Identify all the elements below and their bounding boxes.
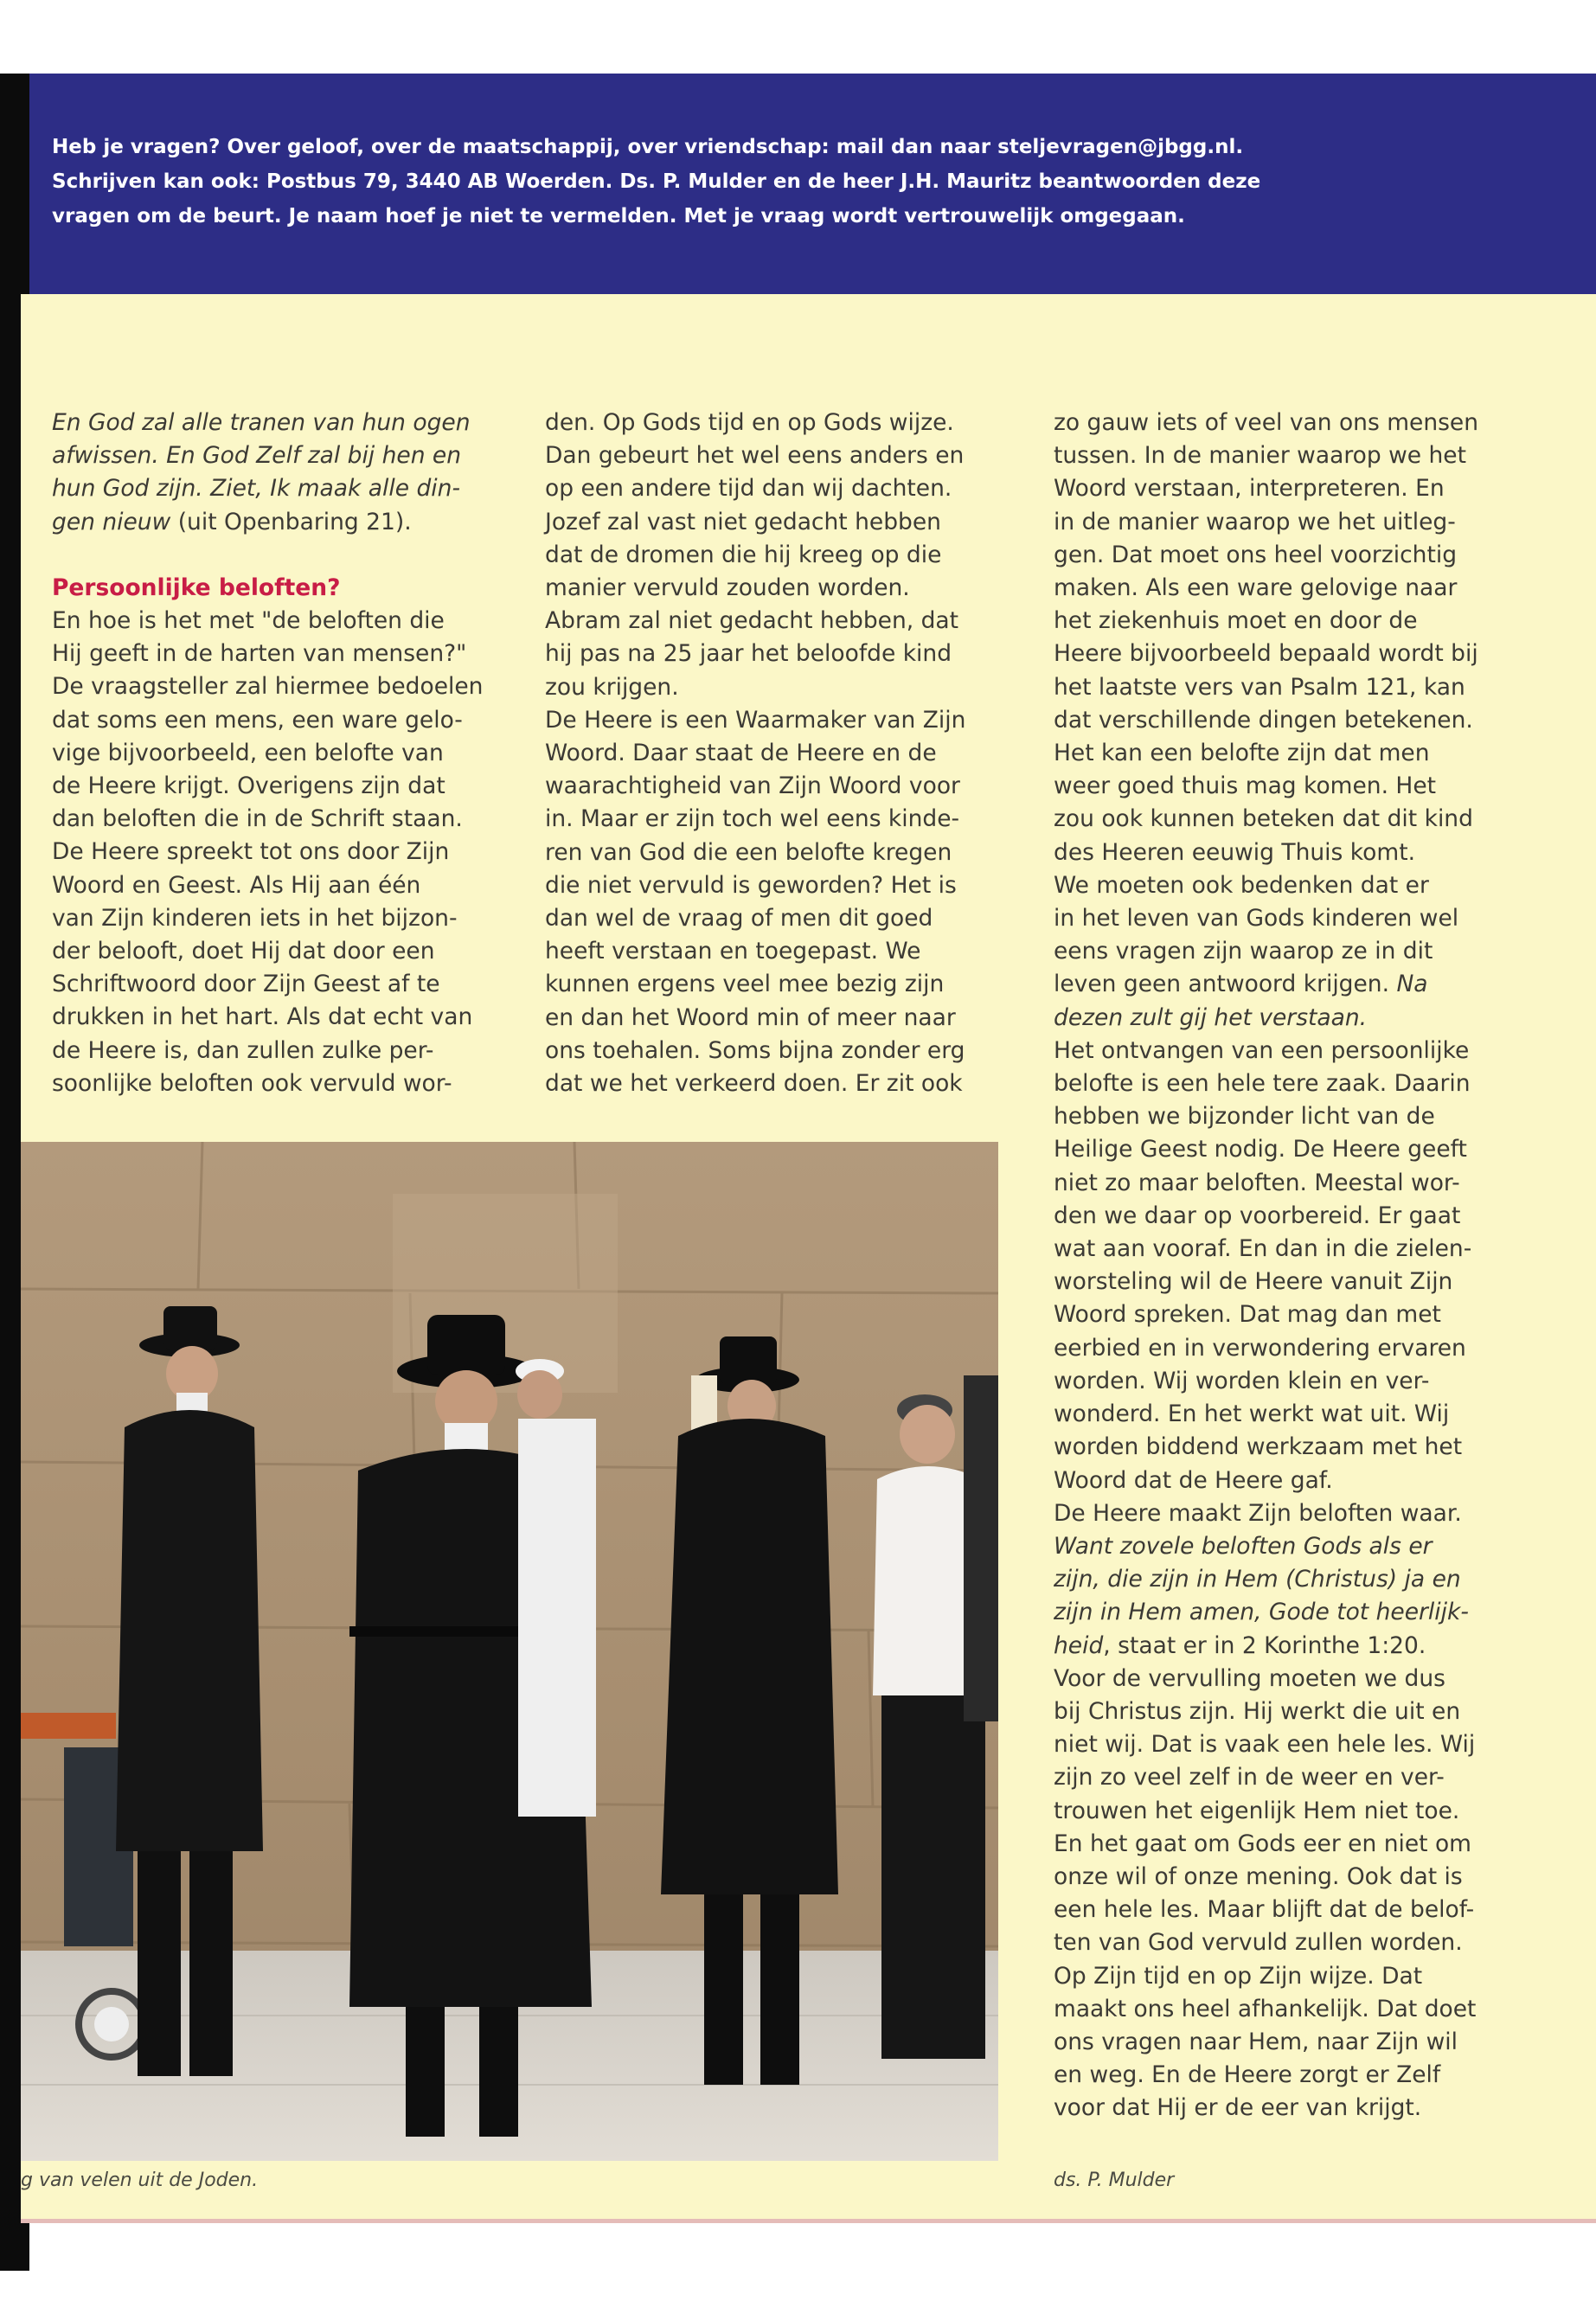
body-line: Woord spreken. Dat mag dan met — [1054, 1301, 1441, 1329]
body-line: dat verschillende dingen betekenen. — [1054, 706, 1473, 734]
body-line: bij Christus zijn. Hij werkt die uit en — [1054, 1697, 1461, 1725]
section-subheading: Persoonlijke beloften? — [52, 574, 341, 601]
body-line: en dan het Woord min of meer naar — [545, 1003, 956, 1031]
photo-caption: g van velen uit de Joden. — [21, 2170, 259, 2191]
man-kippah — [516, 1359, 596, 1817]
body-line: Woord verstaan, interpreteren. En — [1054, 475, 1445, 503]
body-line: Hij geeft in de harten van mensen?" — [52, 640, 467, 668]
western-wall-photo — [21, 1142, 998, 2161]
body-line: hebben we bijzonder licht van de — [1054, 1103, 1435, 1131]
body-line: De Heere maakt Zijn beloften waar. — [1054, 1499, 1462, 1527]
body-line: in het leven van Gods kinderen wel — [1054, 905, 1459, 933]
header-line: Heb je vragen? Over geloof, over de maatschappij, over vriendschap: mail dan naar steljevragen@jbgg.nl. — [52, 136, 1244, 158]
body-line: Woord. Daar staat de Heere en de — [545, 740, 937, 767]
body-line: worden biddend werkzaam met het — [1054, 1433, 1463, 1461]
body-line: op een andere tijd dan wij dachten. — [545, 475, 952, 503]
body-line: vige bijvoorbeeld, een belofte van — [52, 739, 444, 766]
body-text: , staat er in 2 Korinthe 1:20. — [1103, 1631, 1426, 1659]
body-line: die niet vervuld is geworden? Het is — [545, 871, 957, 899]
quote-line: dezen zult gij het verstaan. — [1054, 1003, 1368, 1031]
body-line: den. Op Gods tijd en op Gods wijze. — [545, 409, 954, 436]
quote-text: heid — [1054, 1631, 1104, 1659]
body-line: Jozef zal vast niet gedacht hebben — [545, 508, 941, 535]
body-line: dan wel de vraag of men dit goed — [545, 905, 933, 933]
body-line: drukken in het hart. Als dat echt van — [52, 1003, 473, 1031]
article-column-3 — [1054, 407, 1478, 2125]
body-line: hij pas na 25 jaar het beloofde kind — [545, 640, 952, 668]
quote-line: zijn in Hem amen, Gode tot heerlijk- — [1054, 1599, 1469, 1626]
body-line: dat we het verkeerd doen. Er zit ook — [545, 1070, 963, 1098]
body-line: De Heere spreekt tot ons door Zijn — [52, 838, 450, 866]
body-line: gen. Dat moet ons heel voorzichtig — [1054, 541, 1458, 568]
body-line: soonlijke beloften ook vervuld wor- — [52, 1069, 452, 1097]
bible-quote-line: En God zal alle tranen van hun ogen — [52, 409, 471, 436]
body-line: niet wij. Dat is vaak een hele les. Wij — [1054, 1731, 1476, 1759]
body-line: het ziekenhuis moet en door de — [1054, 607, 1418, 635]
body-line: manier vervuld zouden worden. — [545, 574, 910, 602]
body-line: zijn zo veel zelf in de weer en ver- — [1054, 1764, 1445, 1791]
body-line: Op Zijn tijd en op Zijn wijze. Dat — [1054, 1962, 1423, 1990]
body-line: Schriftwoord door Zijn Geest af te — [52, 971, 440, 998]
body-line: De Heere is een Waarmaker van Zijn — [545, 706, 966, 734]
body-line: Het ontvangen van een persoonlijke — [1054, 1036, 1470, 1064]
body-line: Woord en Geest. Als Hij aan één — [52, 871, 421, 899]
body-line: Heere bijvoorbeeld bepaald wordt bij — [1054, 640, 1478, 668]
photo-illustration — [21, 1142, 998, 2161]
body-line: der belooft, doet Hij dat door een — [52, 938, 435, 965]
body-line: in. Maar er zijn toch wel eens kinde- — [545, 805, 960, 833]
body-line: Heilige Geest nodig. De Heere geeft — [1054, 1136, 1467, 1163]
body-line: wonderd. En het werkt wat uit. Wij — [1054, 1400, 1450, 1428]
body-line: eens vragen zijn waarop ze in dit — [1054, 938, 1433, 965]
body-line: dat de dromen die hij kreeg op die — [545, 541, 942, 568]
body-line: kunnen ergens veel mee bezig zijn — [545, 971, 945, 998]
body-line: dan beloften die in de Schrift staan. — [52, 805, 463, 833]
body-line: maken. Als een ware gelovige naar — [1054, 574, 1458, 602]
body-line-mixed — [1054, 968, 1478, 1001]
article-column-2 — [545, 407, 965, 1100]
body-line: het laatste vers van Psalm 121, kan — [1054, 673, 1465, 701]
body-line: worsteling wil de Heere vanuit Zijn — [1054, 1268, 1453, 1296]
body-line: een hele les. Maar blijft dat de belof- — [1054, 1896, 1475, 1924]
body-line: ons toehalen. Soms bijna zonder erg — [545, 1036, 965, 1064]
body-line: En het gaat om Gods eer en niet om — [1054, 1830, 1471, 1857]
body-line: de Heere krijgt. Overigens zijn dat — [52, 772, 445, 800]
body-line: heeft verstaan en toegepast. We — [545, 938, 921, 965]
body-line: maakt ons heel afhankelijk. Dat doet — [1054, 1995, 1477, 2022]
body-line: En hoe is het met "de beloften die — [52, 607, 445, 635]
body-line: Het kan een belofte zijn dat men — [1054, 740, 1430, 767]
body-line: den we daar op voorbereid. Er gaat — [1054, 1202, 1461, 1229]
quote-line: zijn, die zijn in Hem (Christus) ja en — [1054, 1566, 1461, 1593]
quote-text: Na — [1396, 971, 1428, 998]
body-line: ten van God vervuld zullen worden. — [1054, 1929, 1463, 1957]
bottom-rule — [21, 2219, 1596, 2223]
body-line: zo gauw iets of veel van ons mensen — [1054, 409, 1479, 436]
body-line: tussen. In de manier waarop we het — [1054, 442, 1466, 470]
body-line: zou krijgen. — [545, 673, 679, 701]
body-line: Woord dat de Heere gaf. — [1054, 1466, 1333, 1494]
body-line: zou ook kunnen beteken dat dit kind — [1054, 805, 1473, 833]
body-line: Voor de vervulling moeten we dus — [1054, 1664, 1445, 1692]
body-line: eerbied en in verwondering ervaren — [1054, 1334, 1466, 1362]
bible-quote-source: (uit Openbaring 21). — [170, 508, 412, 535]
body-text: leven geen antwoord krijgen. — [1054, 971, 1397, 998]
article-column-1 — [52, 407, 483, 1100]
body-line: niet zo maar beloften. Meestal wor- — [1054, 1169, 1460, 1196]
body-line: en weg. En de Heere zorgt er Zelf — [1054, 2061, 1441, 2089]
header-line: Schrijven kan ook: Postbus 79, 3440 AB Woerden. Ds. P. Mulder en de heer J.H. Mauritz beantwoorden deze — [52, 170, 1261, 193]
body-line: de Heere is, dan zullen zulke per- — [52, 1036, 434, 1064]
body-line: ons vragen naar Hem, naar Zijn wil — [1054, 2028, 1458, 2055]
author-signature: ds. P. Mulder — [1054, 2170, 1175, 2191]
bible-quote-source-line — [52, 506, 483, 539]
body-line: trouwen het eigenlijk Hem niet toe. — [1054, 1797, 1460, 1824]
body-line: van Zijn kinderen iets in het bijzon- — [52, 904, 458, 932]
body-line: Dan gebeurt het wel eens anders en — [545, 442, 965, 470]
body-line: ren van God die een belofte kregen — [545, 838, 952, 866]
body-line: belofte is een hele tere zaak. Daarin — [1054, 1070, 1471, 1098]
bible-quote-line: hun God zijn. Ziet, Ik maak alle din- — [52, 475, 461, 503]
body-line: De vraagsteller zal hiermee bedoelen — [52, 673, 484, 701]
body-line: dat soms een mens, een ware gelo- — [52, 706, 463, 734]
body-line: weer goed thuis mag komen. Het — [1054, 772, 1437, 800]
body-line: des Heeren eeuwig Thuis komt. — [1054, 838, 1416, 866]
body-line: We moeten ook bedenken dat er — [1054, 871, 1429, 899]
body-line: waarachtigheid van Zijn Woord voor — [545, 772, 960, 800]
body-line: wat aan vooraf. En dan in die zielen- — [1054, 1235, 1472, 1263]
body-line: in de manier waarop we het uitleg- — [1054, 508, 1456, 535]
bible-quote-end: gen nieuw — [52, 508, 171, 535]
bible-quote-line: afwissen. En God Zelf zal bij hen en — [52, 442, 462, 470]
man-praying-4 — [873, 1375, 998, 2059]
body-line-mixed — [1054, 1630, 1478, 1663]
quote-line: Want zovele beloften Gods als er — [1054, 1532, 1433, 1560]
header-line: vragen om de beurt. Je naam hoef je niet te vermelden. Met je vraag wordt vertrouwelijk omgegaan. — [52, 205, 1185, 228]
body-line: worden. Wij worden klein en ver- — [1054, 1367, 1430, 1394]
header-intro — [52, 130, 1436, 234]
body-line: Abram zal niet gedacht hebben, dat — [545, 607, 959, 635]
body-line: voor dat Hij er de eer van krijgt. — [1054, 2094, 1422, 2122]
body-line: onze wil of onze mening. Ook dat is — [1054, 1862, 1463, 1890]
